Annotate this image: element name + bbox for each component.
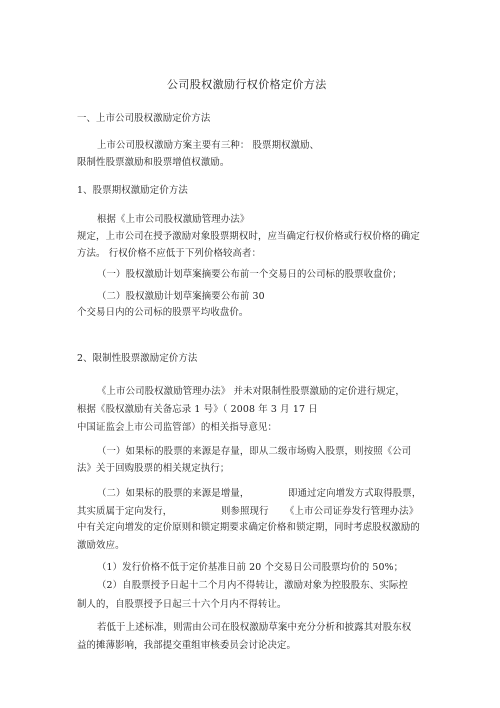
section-1-heading: 一、上市公司股权激励定价方法 [77,113,211,124]
subsection-2-closing-line-2: 益的摊薄影响，我部提交重组审核委员会讨论决定。 [77,640,297,651]
subsection-2-closing-line-1: 若低于上述标准，则需由公司在股权激励草案中充分分析和披露其对股东权 [97,622,412,633]
subsection-1-body-line-3: 方法。 行权价格不应低于下列价格较高者： [77,248,262,259]
section-1-intro-line-1: 上市公司股权激励方案主要有三种： 股票期权激励、 [97,140,320,151]
subsection-2-item-1-line-2: 法》关于回购股票的相关规定执行； [77,463,230,474]
subsection-1-heading: 1、股票期权激励定价方法 [77,185,188,196]
subsection-2-heading: 2、限制性股票激励定价方法 [77,353,198,364]
subsection-2-point-2-line-1: （2）自股票授予日起十二个月内不得转让，激励对象为控股股东、实际控 [97,580,408,591]
subsection-2-body-line-2: 根据《股权激励有关备忘录 1 号》（ 2008 年 3 月 17 日 [77,404,318,415]
subsection-2-item-2-line-4: 激励效应。 [77,540,125,551]
subsection-2-item-1-line-1: （一）如果标的股票的来源是存量，即从二级市场购入股票，则按照《公司 [97,446,412,457]
subsection-2-item-2-line-1a: （二）如果标的股票的来源是增量， [97,488,250,499]
subsection-1-body-line-2: 规定，上市公司在授予激励对象股票期权时，应当确定行权价格或行权价格的确定 [77,231,420,242]
subsection-1-item-2-line-2: 个交易日内的公司标的股票平均收盘价。 [77,307,249,318]
subsection-1-item-2-line-1: （二）股权激励计划草案摘要公布前 30 [97,291,265,302]
subsection-2-body-line-3: 中国证监会上市公司监管部）的相关指导意见： [77,422,278,433]
subsection-2-body-line-1: 《上市公司股权激励管理办法》 并未对限制性股票激励的定价进行规定， [97,386,405,397]
subsection-2-point-1: （1）发行价格不低于定价基准日前 20 个交易日公司股票均价的 50%； [97,562,404,573]
subsection-2-item-2-line-1b: 即通过定向增发方式取得股票， [288,488,422,499]
page-title: 公司股权激励行权价格定价方法 [167,78,327,91]
subsection-1-item-1: （一）股权激励计划草案摘要公布前一个交易日的公司标的股票收盘价； [97,269,402,280]
subsection-2-item-2-line-3: 中有关定向增发的定价原则和锁定期要求确定价格和锁定期，同时考虑股权激励的 [77,522,420,533]
section-1-intro-line-2: 限制性股票激励和股票增值权激励。 [77,157,230,168]
subsection-2-item-2-line-2c: 《上市公司证券发行管理办法》 [285,506,419,517]
subsection-2-item-2-line-2a: 其实质属于定向发行， [77,506,173,517]
subsection-1-body-line-1: 根据《上市公司股权激励管理办法》 [97,214,250,225]
subsection-2-item-2-line-2b: 则参照现行 [221,506,269,517]
subsection-2-point-2-line-2: 制人的，自股票授予日起三十六个月内不得转让。 [77,599,287,610]
